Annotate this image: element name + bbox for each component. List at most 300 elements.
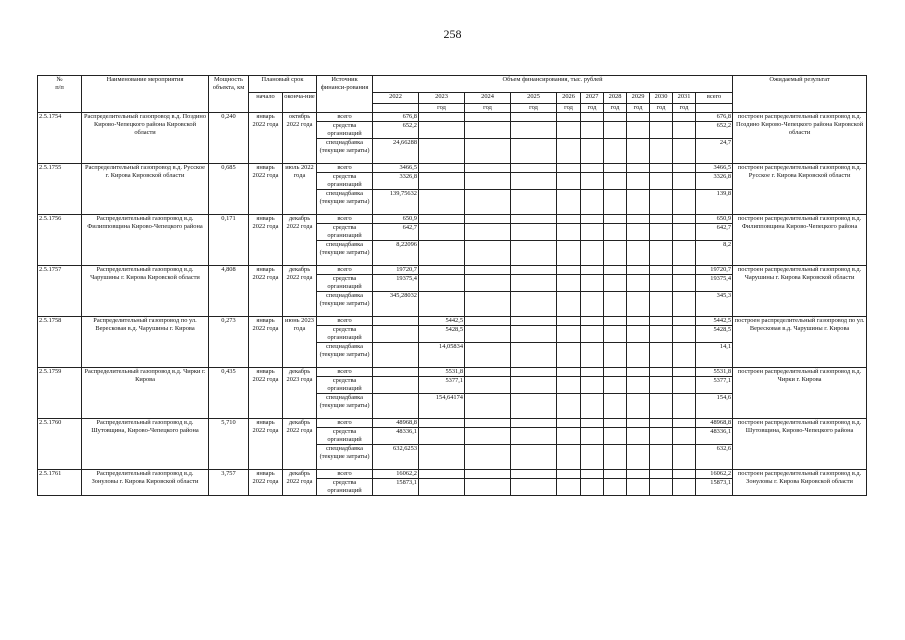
table-row <box>38 419 867 428</box>
value-empty <box>557 445 581 470</box>
value-empty <box>557 317 581 326</box>
row-number: 2.5.1754 <box>38 113 82 164</box>
value-empty <box>511 224 557 241</box>
value-empty <box>650 445 673 470</box>
row-result: построен распределительный газопровод в.д. Шутовщина, Кирово-Чепецкого района <box>733 419 867 470</box>
value-empty <box>557 292 581 317</box>
value-empty <box>557 326 581 343</box>
row-source: средства организаций <box>317 377 373 394</box>
value-empty <box>627 479 650 496</box>
value-2023 <box>419 122 465 139</box>
row-result: построен распределительный газопровод в.д. Чирки г. Кирова <box>733 368 867 419</box>
value-empty <box>465 479 511 496</box>
value-empty <box>511 368 557 377</box>
value-2023: 5428,5 <box>419 326 465 343</box>
row-start: январь 2022 года <box>249 368 283 419</box>
value-empty <box>511 343 557 368</box>
value-empty <box>604 241 627 266</box>
value-empty <box>604 326 627 343</box>
row-source: средства организаций <box>317 479 373 496</box>
value-empty <box>604 190 627 215</box>
value-empty <box>511 215 557 224</box>
value-empty <box>650 122 673 139</box>
value-empty <box>650 326 673 343</box>
value-empty <box>673 224 696 241</box>
value-empty <box>650 343 673 368</box>
value-empty <box>673 113 696 122</box>
header-term-start: начало <box>249 93 283 113</box>
value-empty <box>673 445 696 470</box>
value-empty <box>581 139 604 164</box>
row-name: Распределительный газопровод по ул. Вересковая в.д. Чарушины г. Кирова <box>82 317 209 368</box>
value-2022: 19720,7 <box>373 266 419 275</box>
header-year: 2030 <box>650 93 673 104</box>
value-empty <box>604 377 627 394</box>
value-empty <box>581 470 604 479</box>
row-number: 2.5.1755 <box>38 164 82 215</box>
row-start: январь 2022 года <box>249 215 283 266</box>
value-total: 650,9 <box>696 215 733 224</box>
value-total: 19375,4 <box>696 275 733 292</box>
value-2022: 632,6253 <box>373 445 419 470</box>
value-empty <box>604 224 627 241</box>
row-result: построен распределительный газопровод в.д. Поздино Кирово-Чепецкого района Кировской области <box>733 113 867 164</box>
value-empty <box>465 326 511 343</box>
value-empty <box>465 164 511 173</box>
row-source: средства организаций <box>317 173 373 190</box>
value-empty <box>511 479 557 496</box>
value-total: 5442,5 <box>696 317 733 326</box>
value-empty <box>673 275 696 292</box>
row-capacity: 0,273 <box>209 317 249 368</box>
value-2023 <box>419 292 465 317</box>
value-total: 48968,8 <box>696 419 733 428</box>
row-result: построен распределительный газопровод в.д. Русское г. Кирова Кировской области <box>733 164 867 215</box>
value-2022: 3466,5 <box>373 164 419 173</box>
value-total: 19720,7 <box>696 266 733 275</box>
value-empty <box>557 428 581 445</box>
value-2022: 15873,1 <box>373 479 419 496</box>
row-start: январь 2022 года <box>249 266 283 317</box>
value-empty <box>627 241 650 266</box>
value-2022: 650,9 <box>373 215 419 224</box>
value-2022: 19375,4 <box>373 275 419 292</box>
value-2023 <box>419 428 465 445</box>
value-empty <box>581 224 604 241</box>
row-name: Распределительный газопровод в.д. Шутовщина, Кирово-Чепецкого района <box>82 419 209 470</box>
header-year-sub: год <box>419 104 465 113</box>
value-empty <box>627 317 650 326</box>
row-name: Распределительный газопровод в.д. Чирки г. Кирова <box>82 368 209 419</box>
value-empty <box>673 368 696 377</box>
value-empty <box>581 326 604 343</box>
value-empty <box>465 317 511 326</box>
value-empty <box>627 275 650 292</box>
value-empty <box>465 445 511 470</box>
value-empty <box>581 113 604 122</box>
value-2022: 24,66288 <box>373 139 419 164</box>
value-empty <box>673 317 696 326</box>
row-end: декабрь 2022 года <box>283 215 317 266</box>
value-total: 632,6 <box>696 445 733 470</box>
value-empty <box>627 164 650 173</box>
table-body <box>38 113 867 496</box>
value-empty <box>511 122 557 139</box>
value-empty <box>604 173 627 190</box>
value-2023 <box>419 113 465 122</box>
value-empty <box>673 479 696 496</box>
value-empty <box>650 428 673 445</box>
value-empty <box>557 275 581 292</box>
value-empty <box>673 122 696 139</box>
header-volume: Объем финансирования, тыс. рублей <box>373 76 733 93</box>
row-end: июль 2022 года <box>283 164 317 215</box>
value-empty <box>650 113 673 122</box>
value-2022 <box>373 343 419 368</box>
header-year-sub: год <box>627 104 650 113</box>
value-2023 <box>419 266 465 275</box>
value-2023 <box>419 241 465 266</box>
header-source: Источник финанси-рования <box>317 76 373 113</box>
value-2022: 676,8 <box>373 113 419 122</box>
row-capacity: 0,240 <box>209 113 249 164</box>
value-empty <box>650 292 673 317</box>
value-empty <box>581 479 604 496</box>
value-empty <box>604 275 627 292</box>
value-2023: 5531,8 <box>419 368 465 377</box>
value-empty <box>511 173 557 190</box>
value-total: 345,3 <box>696 292 733 317</box>
value-empty <box>557 241 581 266</box>
table-row <box>38 470 867 479</box>
table-row <box>38 215 867 224</box>
header-year-sub: год <box>557 104 581 113</box>
header-year: 2022 <box>373 93 419 104</box>
value-empty <box>465 368 511 377</box>
value-empty <box>673 190 696 215</box>
row-number: 2.5.1758 <box>38 317 82 368</box>
row-source: спецнадбавка (текущие затраты) <box>317 292 373 317</box>
value-2023 <box>419 479 465 496</box>
value-empty <box>581 266 604 275</box>
value-empty <box>581 164 604 173</box>
row-source: спецнадбавка (текущие затраты) <box>317 445 373 470</box>
row-capacity: 0,171 <box>209 215 249 266</box>
value-empty <box>627 215 650 224</box>
value-empty <box>511 266 557 275</box>
row-start: январь 2022 года <box>249 164 283 215</box>
row-name: Распределительный газопровод в.д. Чарушины г. Кирова Кировской области <box>82 266 209 317</box>
value-empty <box>650 139 673 164</box>
value-empty <box>465 275 511 292</box>
row-capacity: 5,710 <box>209 419 249 470</box>
value-empty <box>650 266 673 275</box>
value-empty <box>465 394 511 419</box>
row-name: Распределительный газопровод в.д. Филипповщина Кирово-Чепецкого района <box>82 215 209 266</box>
value-empty <box>511 113 557 122</box>
value-2022: 48336,1 <box>373 428 419 445</box>
value-empty <box>604 113 627 122</box>
row-name: Распределительный газопровод в.д. Зонуловы г. Кирова Кировской области <box>82 470 209 496</box>
value-empty <box>650 479 673 496</box>
row-end: декабрь 2023 года <box>283 368 317 419</box>
table-row <box>38 368 867 377</box>
value-empty <box>673 428 696 445</box>
value-empty <box>465 122 511 139</box>
value-empty <box>581 445 604 470</box>
value-2023 <box>419 164 465 173</box>
value-2022: 16062,2 <box>373 470 419 479</box>
value-empty <box>673 139 696 164</box>
value-2022: 652,2 <box>373 122 419 139</box>
value-2022 <box>373 377 419 394</box>
header-term-end: оконча-ние <box>283 93 317 113</box>
value-empty <box>673 419 696 428</box>
header-year: 2025 <box>511 93 557 104</box>
value-empty <box>511 377 557 394</box>
value-total: 154,6 <box>696 394 733 419</box>
row-end: декабрь 2022 года <box>283 266 317 317</box>
value-empty <box>627 113 650 122</box>
value-2023: 5442,5 <box>419 317 465 326</box>
value-empty <box>604 445 627 470</box>
value-total: 3466,5 <box>696 164 733 173</box>
header-year: 2031 <box>673 93 696 104</box>
value-empty <box>627 326 650 343</box>
value-empty <box>557 368 581 377</box>
value-empty <box>581 343 604 368</box>
value-empty <box>604 139 627 164</box>
value-empty <box>604 368 627 377</box>
header-capacity: Мощность объекта, км <box>209 76 249 113</box>
value-2022: 48968,8 <box>373 419 419 428</box>
value-2022 <box>373 317 419 326</box>
value-empty <box>511 292 557 317</box>
value-empty <box>581 275 604 292</box>
row-source: спецнадбавка (текущие затраты) <box>317 190 373 215</box>
row-capacity: 0,685 <box>209 164 249 215</box>
value-2023 <box>419 224 465 241</box>
value-total: 5428,5 <box>696 326 733 343</box>
value-empty <box>557 113 581 122</box>
value-empty <box>557 394 581 419</box>
value-empty <box>604 164 627 173</box>
value-empty <box>650 224 673 241</box>
row-name: Распределительный газопровод в.д. Русское г. Кирова Кировской области <box>82 164 209 215</box>
row-capacity: 3,757 <box>209 470 249 496</box>
value-empty <box>557 479 581 496</box>
value-empty <box>557 139 581 164</box>
header-year-sub: год <box>511 104 557 113</box>
row-start: январь 2022 года <box>249 470 283 496</box>
value-2023: 154,64174 <box>419 394 465 419</box>
table-row <box>38 113 867 122</box>
header-year-sub: год <box>465 104 511 113</box>
value-empty <box>465 377 511 394</box>
value-empty <box>673 343 696 368</box>
value-empty <box>557 343 581 368</box>
value-empty <box>511 419 557 428</box>
header-year-sub: год <box>604 104 627 113</box>
value-empty <box>650 377 673 394</box>
row-capacity: 4,808 <box>209 266 249 317</box>
value-empty <box>511 470 557 479</box>
row-source: всего <box>317 266 373 275</box>
value-total: 16062,2 <box>696 470 733 479</box>
row-source: средства организаций <box>317 122 373 139</box>
value-empty <box>557 266 581 275</box>
value-empty <box>581 368 604 377</box>
value-2023 <box>419 139 465 164</box>
row-number: 2.5.1761 <box>38 470 82 496</box>
table-row <box>38 164 867 173</box>
value-empty <box>627 394 650 419</box>
value-empty <box>511 190 557 215</box>
value-empty <box>650 190 673 215</box>
value-empty <box>557 224 581 241</box>
value-2023: 5377,1 <box>419 377 465 394</box>
row-source: спецнадбавка (текущие затраты) <box>317 343 373 368</box>
row-source: всего <box>317 164 373 173</box>
value-empty <box>604 394 627 419</box>
value-2023 <box>419 419 465 428</box>
value-empty <box>650 164 673 173</box>
value-empty <box>627 428 650 445</box>
value-2022 <box>373 326 419 343</box>
value-empty <box>511 164 557 173</box>
value-empty <box>581 292 604 317</box>
value-empty <box>627 343 650 368</box>
value-total: 676,8 <box>696 113 733 122</box>
value-empty <box>627 190 650 215</box>
header-result: Ожидаемый результат <box>733 76 867 113</box>
row-number: 2.5.1756 <box>38 215 82 266</box>
row-start: январь 2022 года <box>249 113 283 164</box>
row-name: Распределительный газопровод в.д. Поздино Кирово-Чепецкого района Кировской области <box>82 113 209 164</box>
value-empty <box>511 139 557 164</box>
value-empty <box>627 292 650 317</box>
value-empty <box>673 470 696 479</box>
value-empty <box>465 190 511 215</box>
value-empty <box>581 190 604 215</box>
value-total: 48336,1 <box>696 428 733 445</box>
row-end: декабрь 2022 года <box>283 419 317 470</box>
value-empty <box>673 394 696 419</box>
value-2022: 8,22096 <box>373 241 419 266</box>
value-empty <box>511 317 557 326</box>
value-empty <box>627 377 650 394</box>
value-empty <box>650 275 673 292</box>
header-total-sub <box>696 104 733 113</box>
value-empty <box>650 470 673 479</box>
value-2022: 139,75632 <box>373 190 419 215</box>
row-capacity: 0,435 <box>209 368 249 419</box>
value-empty <box>627 266 650 275</box>
value-empty <box>673 164 696 173</box>
value-empty <box>465 343 511 368</box>
value-empty <box>604 292 627 317</box>
value-total: 652,2 <box>696 122 733 139</box>
row-source: всего <box>317 317 373 326</box>
value-2023 <box>419 470 465 479</box>
row-end: декабрь 2022 года <box>283 470 317 496</box>
value-empty <box>627 445 650 470</box>
header-year: 2028 <box>604 93 627 104</box>
value-2023: 14,05834 <box>419 343 465 368</box>
row-start: январь 2022 года <box>249 419 283 470</box>
value-empty <box>627 122 650 139</box>
value-empty <box>557 377 581 394</box>
row-source: спецнадбавка (текущие затраты) <box>317 394 373 419</box>
value-empty <box>465 292 511 317</box>
value-empty <box>673 266 696 275</box>
value-total: 24,7 <box>696 139 733 164</box>
row-number: 2.5.1760 <box>38 419 82 470</box>
value-empty <box>511 445 557 470</box>
row-source: средства организаций <box>317 326 373 343</box>
value-empty <box>604 122 627 139</box>
value-empty <box>650 215 673 224</box>
value-empty <box>673 292 696 317</box>
value-total: 642,7 <box>696 224 733 241</box>
value-total: 139,8 <box>696 190 733 215</box>
row-source: средства организаций <box>317 275 373 292</box>
row-source: всего <box>317 470 373 479</box>
value-empty <box>581 419 604 428</box>
value-empty <box>650 241 673 266</box>
value-2023 <box>419 190 465 215</box>
value-total: 5377,1 <box>696 377 733 394</box>
header-year: 2024 <box>465 93 511 104</box>
row-source: средства организаций <box>317 224 373 241</box>
value-empty <box>627 419 650 428</box>
value-total: 8,2 <box>696 241 733 266</box>
value-empty <box>650 368 673 377</box>
row-source: всего <box>317 419 373 428</box>
value-empty <box>627 173 650 190</box>
row-source: спецнадбавка (текущие затраты) <box>317 139 373 164</box>
value-empty <box>465 470 511 479</box>
value-empty <box>581 122 604 139</box>
header-year: 2023 <box>419 93 465 104</box>
row-source: всего <box>317 215 373 224</box>
header-num: № п/п <box>38 76 82 113</box>
value-empty <box>465 139 511 164</box>
page-number: 258 <box>443 27 462 41</box>
value-2023 <box>419 215 465 224</box>
value-empty <box>604 479 627 496</box>
value-empty <box>627 470 650 479</box>
value-empty <box>465 173 511 190</box>
value-empty <box>604 428 627 445</box>
value-empty <box>581 317 604 326</box>
value-empty <box>465 266 511 275</box>
table-row <box>38 266 867 275</box>
value-empty <box>557 122 581 139</box>
value-empty <box>673 173 696 190</box>
value-empty <box>673 241 696 266</box>
value-total: 14,1 <box>696 343 733 368</box>
header-year: 2029 <box>627 93 650 104</box>
value-2023 <box>419 275 465 292</box>
value-empty <box>581 241 604 266</box>
value-2022: 642,7 <box>373 224 419 241</box>
value-2023 <box>419 445 465 470</box>
row-end: июнь 2023 года <box>283 317 317 368</box>
row-result: построен распределительный газопровод по ул. Вересковая в.д. Чарушины г. Кирова <box>733 317 867 368</box>
header-year-sub: год <box>650 104 673 113</box>
value-empty <box>673 215 696 224</box>
